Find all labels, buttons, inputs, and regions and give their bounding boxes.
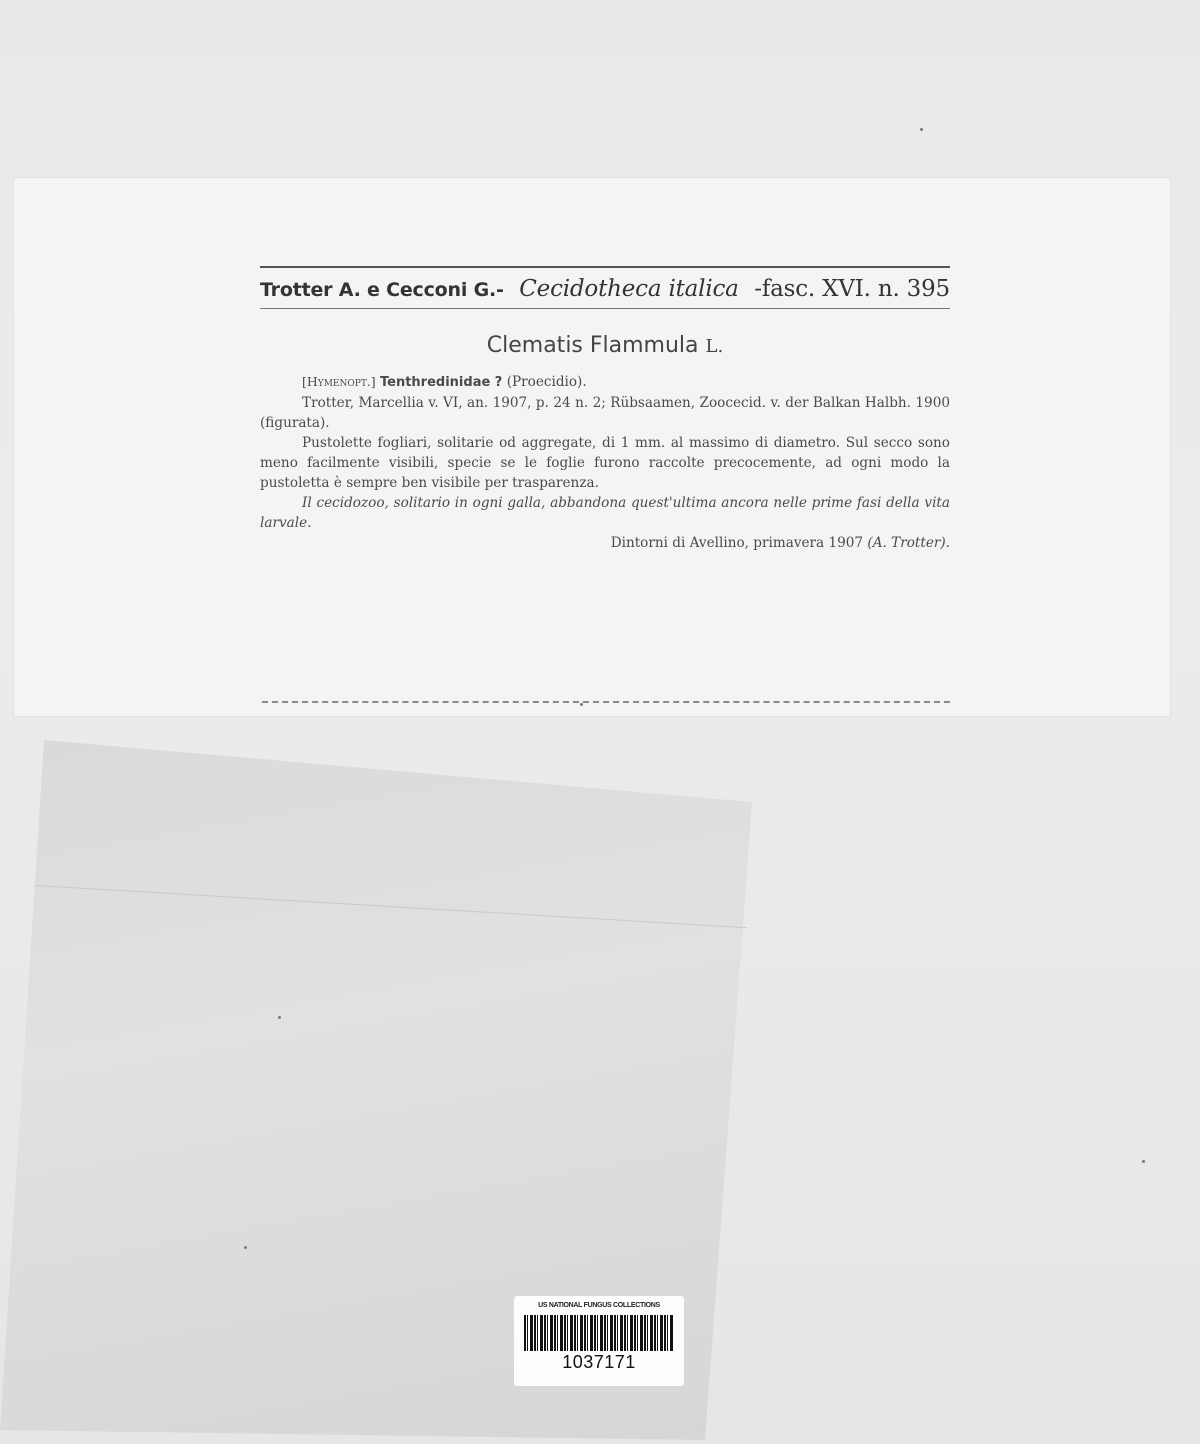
- label-body: [260, 372, 950, 553]
- barcode-label: [514, 1296, 684, 1386]
- cecidozoo-note: Il cecidozoo, solitario in ogni galla, abbandona quest'ultima ancora nelle prime fasi della vita larvale.: [260, 495, 950, 531]
- species-author: L.: [705, 336, 724, 357]
- barcode-bars: [524, 1315, 674, 1351]
- family-name: Tenthredinidae ?: [380, 375, 503, 390]
- locality-line: [260, 533, 950, 553]
- speck: [1142, 1160, 1145, 1163]
- speck: [244, 1246, 247, 1249]
- description: Pustolette fogliari, solitarie od aggregate, di 1 mm. al massimo di diametro. Sul secco sono meno facilmente visibili, specie se le foglie furono raccolte precocemente, ad ogni modo la pustoletta è sempre ben visibile per trasparenza.: [260, 435, 950, 491]
- speck: [278, 1016, 281, 1019]
- species-binomial: Clematis Flammula: [486, 333, 699, 358]
- speck: [580, 703, 583, 706]
- collector: (A. Trotter).: [867, 535, 950, 551]
- header-rule: [260, 308, 950, 309]
- locality: Dintorni di Avellino, primavera 1907: [610, 535, 864, 551]
- barcode-institution: US NATIONAL FUNGUS COLLECTIONS: [538, 1302, 660, 1309]
- specimen-label: [260, 266, 950, 553]
- header-fascicle: -fasc. XVI. n. 395: [754, 276, 950, 302]
- order-name: [Hymenopt.]: [302, 374, 376, 389]
- header-authors: Trotter A. e Cecconi G.-: [260, 279, 504, 301]
- header-series-title: Cecidotheca italica: [519, 276, 739, 302]
- speck: [920, 128, 923, 131]
- barcode-number: 1037171: [562, 1352, 636, 1372]
- gall-type: (Proecidio).: [506, 374, 587, 390]
- bottom-rule: [262, 701, 950, 703]
- label-header: [260, 268, 950, 308]
- references: Trotter, Marcellia v. VI, an. 1907, p. 24 n. 2; Rübsaamen, Zoocecid. v. der Balkan Halbh. 1900 (figurata).: [260, 395, 950, 431]
- taxon-line: [260, 372, 950, 393]
- species-name: [260, 333, 950, 358]
